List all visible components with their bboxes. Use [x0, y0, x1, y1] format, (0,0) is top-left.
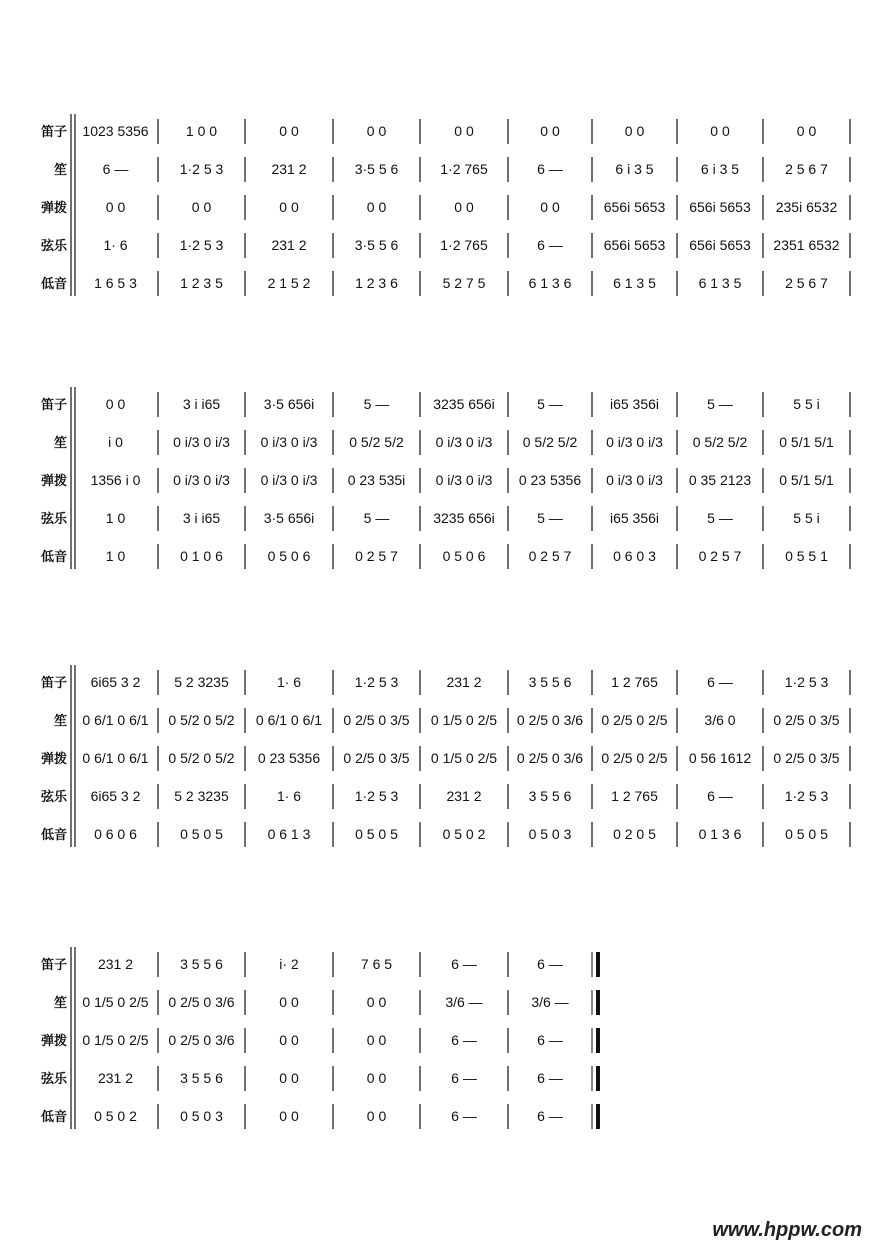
final-barline-thick [596, 1028, 600, 1053]
measure-notes: 0 23 535i [347, 472, 406, 488]
measure-notes: 1·2 5 3 [354, 674, 399, 690]
instrument-label: 低音 [40, 550, 67, 565]
measure-notes: 1·2 5 3 [179, 161, 224, 177]
measure-notes: 6 — [537, 1070, 563, 1086]
measure-notes: 0 5 0 5 [180, 826, 223, 842]
measure-notes: 6 — [451, 956, 477, 972]
measure-notes: 0 5 0 5 [355, 826, 398, 842]
final-barline-thick [596, 1104, 600, 1129]
measure-notes: 6i65 3 2 [90, 788, 141, 804]
measure-notes: 0 5 0 6 [442, 548, 486, 564]
measure-notes: 5 — [363, 510, 390, 526]
measure-notes: 6 — [707, 674, 733, 690]
measure-notes: 231 2 [97, 1070, 134, 1086]
measure-notes: 1 0 [105, 548, 126, 564]
instrument-label: 弹拨 [40, 201, 67, 216]
measure-notes: 0 6/1 0 6/1 [82, 712, 149, 728]
measure-notes: i· 2 [279, 956, 299, 972]
measure-notes: 1·2 765 [440, 161, 488, 177]
measure-notes: 6 1 3 5 [613, 275, 656, 291]
measure-notes: 0 1/5 0 2/5 [430, 750, 498, 766]
measure-notes: 6 — [537, 161, 563, 177]
measure-notes: 0 i/3 0 i/3 [173, 434, 230, 450]
final-barline-thick [596, 990, 600, 1015]
measure-notes: 6 i 3 5 [615, 161, 654, 177]
measure-notes: 5 — [707, 396, 733, 412]
measure-notes: 1 0 [105, 510, 126, 526]
measure-notes: 0 0 [454, 123, 474, 139]
instrument-label: 弦乐 [40, 239, 67, 254]
measure-notes: 0 23 5356 [518, 472, 582, 488]
measure-notes: 231 2 [97, 956, 134, 972]
measure-notes: 0 6 1 3 [267, 826, 311, 842]
instrument-label: 弹拨 [40, 752, 67, 767]
instrument-label: 弦乐 [40, 1072, 67, 1087]
instrument-label: 低音 [40, 1110, 67, 1125]
measure-notes: 5 — [537, 510, 563, 526]
measure-notes: 231 2 [271, 161, 307, 177]
measure-notes: 5 — [707, 510, 733, 526]
instrument-label: 笛子 [40, 398, 67, 413]
measure-notes: 5 2 3235 [174, 788, 229, 804]
measure-notes: 0 0 [366, 1032, 387, 1048]
measure-notes: 1·2 5 3 [354, 788, 399, 804]
measure-notes: i 0 [108, 434, 123, 450]
measure-notes: 3 i i65 [182, 396, 221, 412]
measure-notes: 0 0 [710, 123, 730, 139]
measure-notes: 0 0 [366, 1070, 387, 1086]
measure-notes: 3 i i65 [182, 510, 221, 526]
measure-notes: 6 i 3 5 [700, 161, 740, 177]
measure-notes: 5 — [363, 396, 390, 412]
measure-notes: 0 5/1 5/1 [779, 434, 834, 450]
measure-notes: 5 — [537, 396, 563, 412]
measure-notes: 0 2/5 0 3/5 [773, 750, 840, 766]
measure-notes: 1· 6 [103, 237, 128, 253]
measure-notes: 5 5 i [793, 510, 820, 526]
measure-notes: 0 i/3 0 i/3 [260, 434, 318, 450]
measure-notes: 0 0 [366, 123, 387, 139]
measure-notes: 2 5 6 7 [785, 275, 828, 291]
measure-notes: 0 0 [105, 396, 126, 412]
measure-notes: 6 — [537, 956, 563, 972]
measure-notes: 0 0 [279, 1032, 299, 1048]
measure-notes: 2 1 5 2 [267, 275, 311, 291]
measure-notes: 0 0 [105, 199, 126, 215]
measure-notes: 0 5/2 5/2 [349, 434, 404, 450]
instrument-label: 弦乐 [40, 790, 67, 805]
measure-notes: 235i 6532 [775, 199, 838, 215]
measure-notes: 656i 5653 [689, 237, 751, 253]
measure-notes: 3 5 5 6 [180, 956, 223, 972]
measure-notes: 656i 5653 [689, 199, 751, 215]
measure-notes: 0 0 [540, 123, 560, 139]
measure-notes: 0 0 [366, 994, 387, 1010]
measure-notes: 0 2 0 5 [613, 826, 656, 842]
instrument-label: 笛子 [40, 958, 67, 973]
measure-notes: 6 — [451, 1032, 477, 1048]
measure-notes: 0 2 5 7 [528, 548, 572, 564]
measure-notes: 0 i/3 0 i/3 [435, 472, 493, 488]
measure-notes: 0 0 [796, 123, 817, 139]
measure-notes: 0 0 [454, 199, 474, 215]
measure-notes: 0 23 5356 [257, 750, 321, 766]
system-bracket [71, 665, 75, 847]
measure-notes: 0 1/5 0 2/5 [82, 994, 149, 1010]
measure-notes: 6 1 3 6 [528, 275, 572, 291]
measure-notes: 1 2 765 [611, 674, 658, 690]
measure-notes: 1·2 5 3 [179, 237, 224, 253]
measure-notes: 0 0 [279, 1108, 299, 1124]
measure-notes: 0 1/5 0 2/5 [82, 1032, 149, 1048]
measure-notes: 0 0 [624, 123, 645, 139]
measure-notes: 0 2/5 0 3/5 [343, 750, 410, 766]
measure-notes: 0 2 5 7 [355, 548, 398, 564]
measure-notes: 6 — [451, 1070, 477, 1086]
measure-notes: 6 — [537, 237, 563, 253]
measure-notes: 0 2/5 0 3/6 [516, 750, 584, 766]
measure-notes: 0 6/1 0 6/1 [255, 712, 323, 728]
measure-notes: 0 5/2 0 5/2 [168, 712, 235, 728]
measure-notes: 231 2 [271, 237, 307, 253]
measure-notes: 6i65 3 2 [90, 674, 141, 690]
measure-notes: 6 — [707, 788, 733, 804]
measure-notes: 1· 6 [276, 788, 302, 804]
measure-notes: 0 5/2 5/2 [692, 434, 748, 450]
measure-notes: 0 5 0 2 [94, 1108, 137, 1124]
measure-notes: 0 2 5 7 [698, 548, 742, 564]
measure-notes: 231 2 [446, 674, 482, 690]
measure-notes: 3 5 5 6 [528, 788, 572, 804]
instrument-label: 低音 [40, 828, 67, 843]
measure-notes: 0 5 0 5 [785, 826, 828, 842]
measure-notes: 0 5/2 5/2 [522, 434, 578, 450]
measure-notes: 7 6 5 [360, 956, 393, 972]
measure-notes: i65 356i [609, 396, 660, 412]
measure-notes: 3·5 5 6 [354, 237, 399, 253]
measure-notes: 0 5 0 3 [180, 1108, 223, 1124]
measure-notes: 0 0 [191, 199, 212, 215]
measure-notes: 3 5 5 6 [180, 1070, 223, 1086]
measure-notes: 3/6 — [531, 994, 569, 1010]
measure-notes: 5 2 3235 [174, 674, 229, 690]
measure-notes: 2 5 6 7 [785, 161, 828, 177]
measure-notes: i65 356i [609, 510, 660, 526]
measure-notes: 6 — [451, 1108, 477, 1124]
measure-notes: 1·2 765 [440, 237, 488, 253]
measure-notes: 0 5/1 5/1 [779, 472, 834, 488]
measure-notes: 1·2 5 3 [784, 674, 829, 690]
measure-notes: 0 2/5 0 2/5 [601, 750, 668, 766]
instrument-label: 笙 [53, 996, 67, 1011]
measure-notes: 0 i/3 0 i/3 [173, 472, 230, 488]
measure-notes: 0 i/3 0 i/3 [435, 434, 493, 450]
measure-notes: 0 i/3 0 i/3 [606, 472, 663, 488]
measure-notes: 0 5 0 6 [267, 548, 311, 564]
measure-notes: 0 56 1612 [688, 750, 752, 766]
measure-notes: 0 1/5 0 2/5 [430, 712, 498, 728]
measure-notes: 0 i/3 0 i/3 [260, 472, 318, 488]
measure-notes: 3·5 5 6 [354, 161, 399, 177]
measure-notes: 1023 5356 [82, 123, 149, 139]
measure-notes: 0 1 0 6 [180, 548, 223, 564]
measure-notes: 3·5 656i [263, 396, 315, 412]
measure-notes: 0 2/5 0 3/5 [343, 712, 410, 728]
measure-notes: 0 6 0 3 [613, 548, 656, 564]
measure-notes: 0 2/5 0 3/6 [168, 1032, 235, 1048]
measure-notes: 1356 i 0 [90, 472, 141, 488]
measure-notes: 0 0 [366, 1108, 387, 1124]
measure-notes: 0 6/1 0 6/1 [82, 750, 149, 766]
measure-notes: 3 5 5 6 [528, 674, 572, 690]
measure-notes: 6 1 3 5 [698, 275, 742, 291]
measure-notes: 3/6 — [445, 994, 483, 1010]
measure-notes: 6 — [102, 161, 129, 177]
system-bracket [71, 947, 75, 1129]
measure-notes: 2351 6532 [773, 237, 840, 253]
measure-notes: 0 6 0 6 [94, 826, 137, 842]
instrument-label: 笙 [53, 436, 67, 451]
measure-notes: 0 0 [540, 199, 560, 215]
measure-notes: 0 5 5 1 [785, 548, 828, 564]
final-barline-thick [596, 1066, 600, 1091]
measure-notes: 3235 656i [433, 396, 495, 412]
measure-notes: 0 35 2123 [688, 472, 752, 488]
measure-notes: 0 2/5 0 3/6 [516, 712, 584, 728]
measure-notes: 3235 656i [433, 510, 495, 526]
measure-notes: 0 i/3 0 i/3 [606, 434, 663, 450]
instrument-label: 弦乐 [40, 512, 67, 527]
measure-notes: 1 2 765 [611, 788, 658, 804]
measure-notes: 6 — [537, 1108, 563, 1124]
measure-notes: 1· 6 [276, 674, 302, 690]
system-bracket [71, 387, 75, 569]
instrument-label: 弹拨 [40, 1034, 67, 1049]
measure-notes: 231 2 [446, 788, 482, 804]
final-barline-thick [596, 952, 600, 977]
measure-notes: 6 — [537, 1032, 563, 1048]
instrument-label: 笙 [53, 714, 67, 729]
measure-notes: 0 0 [279, 199, 299, 215]
measure-notes: 1 6 5 3 [94, 275, 137, 291]
measure-notes: 656i 5653 [603, 199, 666, 215]
measure-notes: 0 5 0 3 [528, 826, 572, 842]
measure-notes: 0 0 [279, 994, 299, 1010]
measure-notes: 5 5 i [793, 396, 820, 412]
measure-notes: 3·5 656i [263, 510, 315, 526]
measure-notes: 0 2/5 0 2/5 [601, 712, 668, 728]
instrument-label: 弹拨 [40, 474, 67, 489]
instrument-label: 笛子 [40, 676, 67, 691]
measure-notes: 0 2/5 0 3/6 [168, 994, 235, 1010]
measure-notes: 1·2 5 3 [784, 788, 829, 804]
measure-notes: 5 2 7 5 [442, 275, 486, 291]
measure-notes: 0 0 [279, 123, 299, 139]
measure-notes: 0 0 [279, 1070, 299, 1086]
system-bracket [71, 114, 75, 296]
measure-notes: 0 2/5 0 3/5 [773, 712, 840, 728]
measure-notes: 0 5/2 0 5/2 [168, 750, 235, 766]
measure-notes: 0 5 0 2 [442, 826, 486, 842]
measure-notes: 3/6 0 [704, 712, 736, 728]
measure-notes: 1 2 3 6 [355, 275, 398, 291]
instrument-label: 笛子 [40, 125, 67, 140]
measure-notes: 1 2 3 5 [180, 275, 223, 291]
measure-notes: 1 0 0 [185, 123, 218, 139]
instrument-label: 笙 [53, 163, 67, 178]
watermark-text: www.hppw.com [712, 1219, 862, 1241]
measure-notes: 0 0 [366, 199, 387, 215]
instrument-label: 低音 [40, 277, 67, 292]
measure-notes: 0 1 3 6 [698, 826, 742, 842]
measure-notes: 656i 5653 [603, 237, 666, 253]
